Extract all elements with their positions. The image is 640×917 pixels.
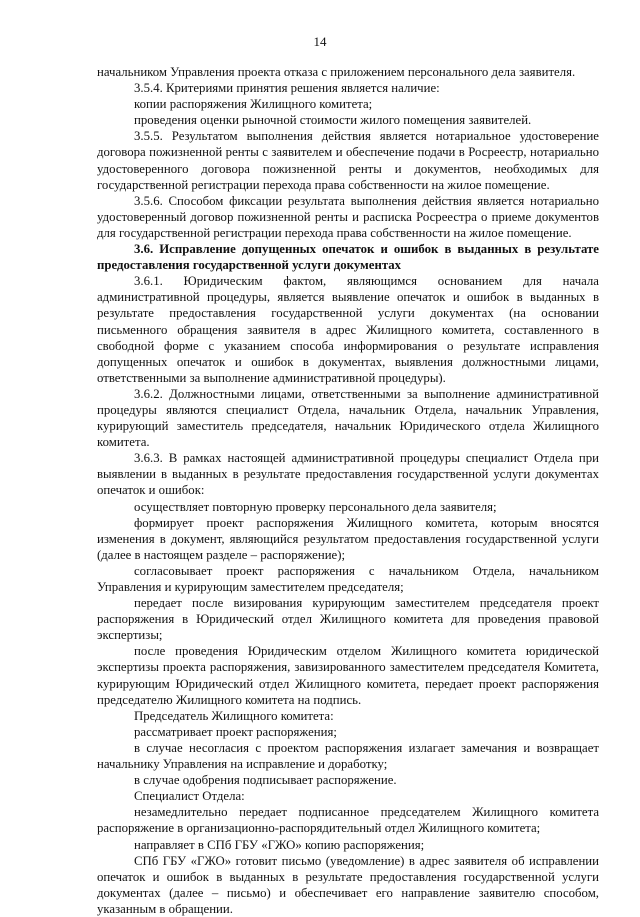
section-heading: 3.6. Исправление допущенных опечаток и ошибок в выданных в результате предоставления государственной услуги документах — [97, 242, 599, 273]
paragraph: копии распоряжения Жилищного комитета; — [134, 97, 373, 112]
paragraph: Специалист Отдела: — [134, 789, 245, 804]
paragraph: передает после визирования курирующим заместителем председателя проект распоряжения в Юридический отдел Жилищного комитета для проведения правовой экспертизы; — [97, 596, 599, 643]
paragraph: Председатель Жилищного комитета: — [134, 708, 334, 723]
paragraph: 3.5.4. Критериями принятия решения является наличие: — [134, 81, 440, 96]
document-body — [97, 64, 599, 917]
paragraph: проведения оценки рыночной стоимости жилого помещения заявителей. — [134, 113, 532, 128]
paragraph: в случае несогласия с проектом распоряжения излагает замечания и возвращает начальнику Управления на исправление и доработку; — [97, 740, 599, 772]
paragraph: формирует проект распоряжения Жилищного комитета, которым вносятся изменения в документ, являющийся результатом предоставления государственной услуги (далее в настоящем разделе – распоряжение); — [97, 515, 599, 562]
paragraph: после проведения Юридическим отделом Жилищного комитета юридической экспертизы проекта распоряжения, завизированного заместителем председателя Комитета, курирующим Юридический отдел Жилищного комитета, передает проект распоряжения председателю Жилищного комитета на подпись. — [97, 644, 599, 707]
paragraph: 3.6.1. Юридическим фактом, являющимся основанием для начала административной процедуры, является выявление опечаток и ошибок в выданных в результате предоставления государственной услуги документах (на основании письменного обращения заявителя в адрес Жилищного комитета, составленного в свободной форме с указанием способа информирования о результате исправления допущенных опечаток и ошибок в документах, выявления должностными лицами, ответственными за выполнение административной процедуры). — [97, 274, 599, 385]
paragraph: незамедлительно передает подписанное председателем Жилищного комитета распоряжение в организационно-распорядительный отдел Жилищного комитета; — [97, 805, 599, 836]
paragraph: 3.6.2. Должностными лицами, ответственными за выполнение административной процедуры являются специалист Отдела, начальник Отдела, начальник Управления, курирующий заместитель председателя, начальник Юридического отдела Жилищного комитета. — [97, 386, 599, 450]
paragraph: в случае одобрения подписывает распоряжение. — [134, 773, 397, 788]
paragraph: СПб ГБУ «ГЖО» готовит письмо (уведомление) в адрес заявителя об исправлении опечаток и ошибок в выданных в результате предоставления государственной услуги документах (далее – письмо) и обеспечивает его направление заявителю способом, указанным в обращении. — [97, 853, 599, 916]
paragraph: начальником Управления проекта отказа с приложением персонального дела заявителя. — [97, 65, 576, 79]
paragraph: осуществляет повторную проверку персонального дела заявителя; — [134, 499, 497, 514]
page-number: 14 — [313, 34, 327, 49]
paragraph: направляет в СПб ГБУ «ГЖО» копию распоряжения; — [134, 837, 425, 852]
paragraph: согласовывает проект распоряжения с начальником Отдела, начальником Управления и курирующим заместителем председателя; — [97, 563, 599, 594]
paragraph: 3.5.6. Способом фиксации результата выполнения действия является нотариально удостоверенный договор пожизненной ренты и расписка Росреестра о приеме документов для государственной регистрации перехода права собственности на жилое помещение. — [97, 193, 599, 240]
paragraph: рассматривает проект распоряжения; — [134, 724, 337, 739]
paragraph: 3.6.3. В рамках настоящей административной процедуры специалист Отдела при выявлении в выданных в результате предоставления государственной услуги документах опечаток и ошибок: — [97, 451, 599, 498]
paragraph: 3.5.5. Результатом выполнения действия является нотариальное удостоверение договора пожизненной ренты с заявителем и обеспечение подачи в Росреестр, нотариально удостоверенного договора пожизненной ренты и документов, необходимых для государственной регистрации перехода права собственности на жилое помещение. — [97, 129, 599, 192]
